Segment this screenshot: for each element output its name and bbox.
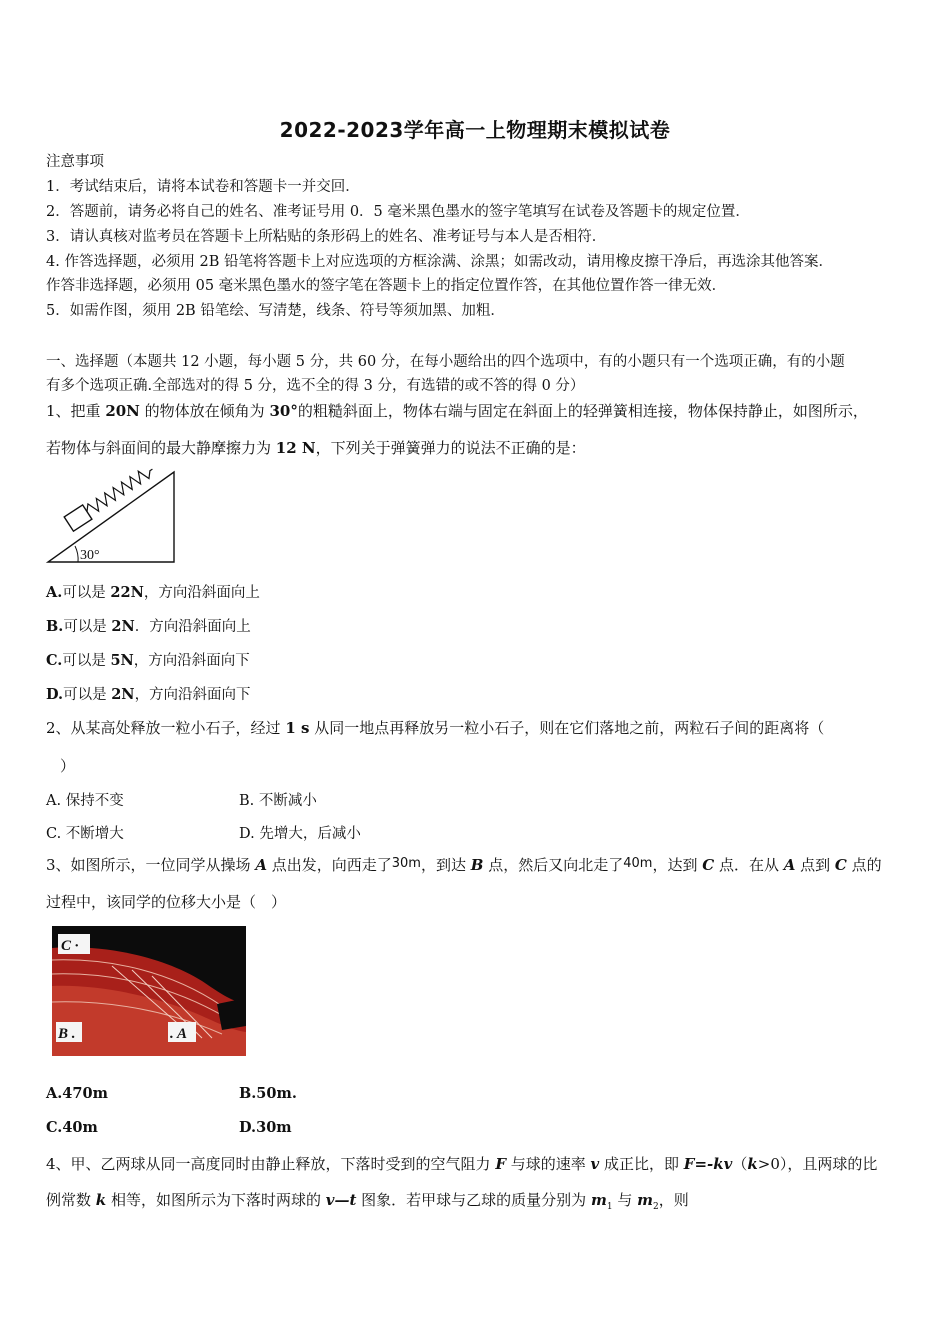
question-2-line2: ） (60, 757, 76, 775)
q1-option-a: A.可以是 22N，方向沿斜面向上 (46, 584, 260, 601)
notice-item: 3．请认真核对监考员在答题卡上所粘贴的条形码上的姓名、准考证号与本人是否相符． (46, 229, 607, 245)
q2-option-b: B. 不断减小 (239, 793, 317, 809)
question-2-line1: 2、从某高处释放一粒小石子，经过 1 s 从同一地点再释放另一粒小石子，则在它们落地之前，两粒石子间的距离将（ (46, 719, 825, 737)
q2-option-c: C. 不断增大 (46, 826, 124, 842)
photo-label-c: C · (61, 938, 79, 954)
page-title: 2022-2023学年高一上物理期末模拟试卷 (279, 118, 671, 142)
section-heading-line2: 有多个选项正确.全部选对的得 5 分，选不全的得 3 分，有选错的或不答的得 0 分） (46, 378, 585, 394)
notice-heading: 注意事项 (46, 154, 104, 170)
playground-photo (52, 926, 246, 1056)
question-3-line1: 3、如图所示，一位同学从操场 A 点出发，向西走了30m，到达 B 点，然后又向北走了40m，达到 C 点．在从 A 点到 C 点的 (46, 856, 882, 874)
question-3-line2: 过程中，该同学的位移大小是（ ） (46, 893, 287, 911)
notice-item: 作答非选择题，必须用 05 毫米黑色墨水的签字笔在答题卡上的指定位置作答，在其他位置作答一律无效． (46, 278, 727, 294)
notice-item: 2．答题前，请务必将自己的姓名、准考证号用 0．5 毫米黑色墨水的签字笔填写在试卷及答题卡的规定位置． (46, 204, 750, 220)
question-4-line1: 4、甲、乙两球从同一高度同时由静止释放，下落时受到的空气阻力 F 与球的速率 v 成正比，即 F=-kv（k>0），且两球的比 (46, 1155, 878, 1173)
angle-label: 30° (80, 548, 100, 563)
notice-item: 1．考试结束后，请将本试卷和答题卡一并交回． (46, 179, 360, 195)
q1-option-c: C.可以是 5N，方向沿斜面向下 (46, 652, 250, 669)
section-heading-line1: 一、选择题（本题共 12 小题，每小题 5 分，共 60 分，在每小题给出的四个选项中，有的小题只有一个选项正确，有的小题 (46, 354, 845, 370)
q3-option-b: B.50m. (239, 1085, 297, 1102)
question-1-line1: 1、把重 20N 的物体放在倾角为 30°的粗糙斜面上，物体右端与固定在斜面上的轻弹簧相连接，物体保持静止，如图所示， (46, 402, 868, 420)
question-4-line2: 例常数 k 相等，如图所示为下落时两球的 v—t 图象．若甲球与乙球的质量分别为 $m_1$ 与 $m_2$，则 (46, 1191, 689, 1212)
q3-option-c: C.40m (46, 1119, 98, 1136)
q2-option-a: A. 保持不变 (46, 793, 124, 809)
incline-spring-figure (44, 468, 178, 566)
photo-label-a: . A (170, 1026, 187, 1042)
question-1-line2: 若物体与斜面间的最大静摩擦力为 12 N，下列关于弹簧弹力的说法不正确的是： (46, 439, 586, 457)
q1-option-b: B.可以是 2N．方向沿斜面向上 (46, 618, 251, 635)
q2-option-d: D. 先增大，后减小 (239, 826, 361, 842)
q3-option-a: A.470m (46, 1085, 108, 1102)
q1-option-d: D.可以是 2N，方向沿斜面向下 (46, 686, 251, 703)
notice-item: 5．如需作图，须用 2B 铅笔绘、写清楚，线条、符号等须加黑、加粗． (46, 303, 505, 319)
notice-item: 4. 作答选择题，必须用 2B 铅笔将答题卡上对应选项的方框涂满、涂黑；如需改动，请用橡皮擦干净后，再选涂其他答案． (46, 254, 834, 270)
q3-option-d: D.30m (239, 1119, 292, 1136)
photo-label-b: B . (58, 1026, 76, 1042)
